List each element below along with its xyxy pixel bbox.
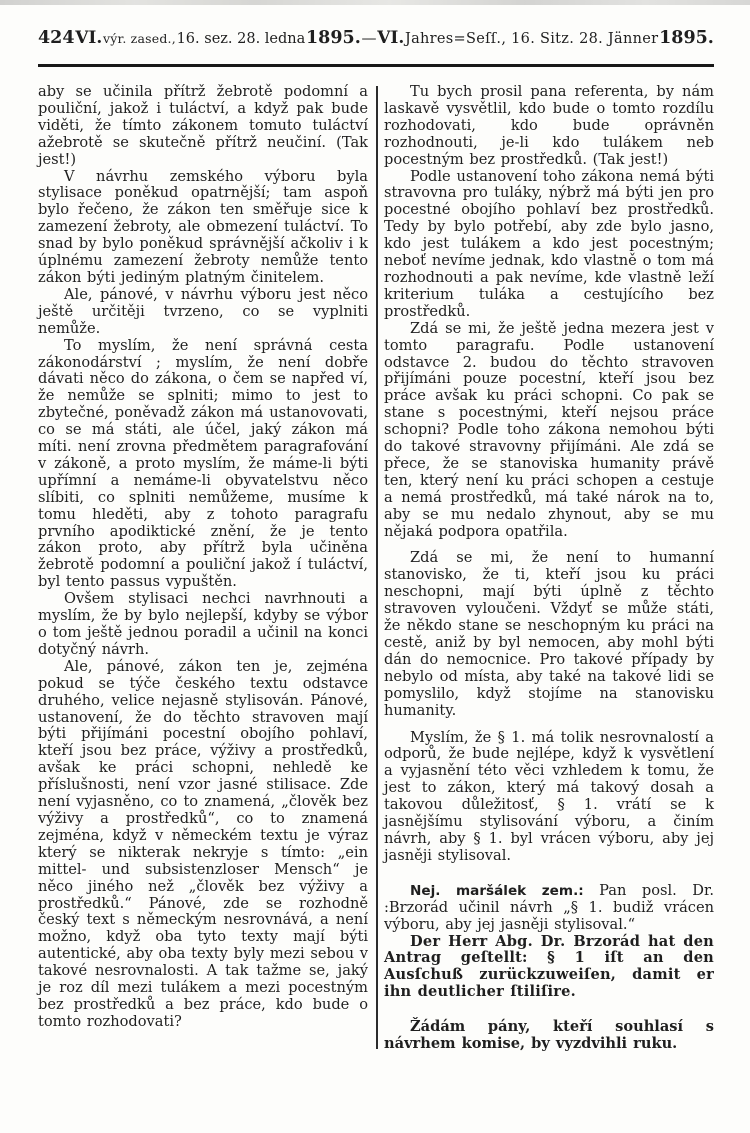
paragraph: To myslím, že není správná cesta zákonodárství ; myslím, že není dobře dávati něco do zákona, o čem se napřed ví, že nemůže se splniti; mimo to jest to zbytečné, poněvadž zákon má ustanovovati, co se má státi, ale účel, jaký zákon má míti. není zrovna předmětem paragrafování v zákoně, a proto myslím, že máme-li býti upřímní a nemáme-li obyvatelstvu něco slíbiti, co splniti nemůžeme, musíme k tomu hleděti, aby z tohoto paragrafu prvního apodiktické znění, že je tento zákon proto, aby přítrž byla učiněna žebrotě podomní a pouliční jakož í tuláctví, byl tento passus vypuštěn. (38, 336, 368, 591)
paragraph: V návrhu zemského výboru byla stylisace poněkud opatrnější; tam aspoň bylo řečeno, že zákon ten směřuje sice k zamezení žebroty, ale obmezení tuláctví. To snad by bylo poněkud správnější ačkoliv i k úplnému zamezení žebroty nemůže tento zákon býti jediným platným činitelem. (38, 167, 368, 286)
header-czech-dates: 16. sez. 28. ledna (176, 31, 306, 47)
header-german-session: VI. (377, 28, 405, 48)
paragraph: Myslím, že § 1. má tolik nesrovnalostí a odporů, že bude nejlépe, když k vysvětlení a vyjasnění této věci vzhledem k tomu, že jest to zákon, který má takový dosah a takovou důležitosť, § 1. vrátí se k jasnějšímu stylisování výboru, a činím návrh, aby § 1. byl vrácen výboru, aby jej jasněji stylisoval. (384, 728, 714, 864)
header-czech-session: VI. (75, 28, 103, 48)
left-column (38, 84, 368, 1053)
paragraph: Ovšem stylisaci nechci navrhnouti a myslím, že by bylo nejlepší, kdyby se výbor o tom ještě jednou poradil a učinil na konci dotyčný návrh. (38, 590, 368, 658)
paragraph: Tu bych prosil pana referenta, by nám laskavě vysvětlil, kdo bude o tomto rozdílu rozhodovati, kdo bude oprávněn rozhodnouti, je-li kdo tulákem neb pocestným bez prostředků. (Tak jest!) (384, 83, 714, 168)
speaker-name: Nej. maršálek zem.: (410, 882, 584, 899)
speaker-statement: Pan posl. Dr. :Brzorád učinil návrh „§ 1. budiž vrácen výboru, aby jej jasněji stylisoval.“ (384, 881, 714, 933)
header-separator-dash: — (361, 29, 377, 47)
header-german-year: 1895. (659, 28, 714, 48)
speaker-paragraph (384, 883, 714, 934)
header-czech-year: 1895. (305, 28, 361, 48)
header-czech-abbrev: výr. zased., (103, 31, 176, 46)
paragraph: Podle ustanovení toho zákona nemá býti stravovna pro tuláky, nýbrž má býti jen pro pocestné obojího pohlaví bez prostředků. Tedy by bylo potřebí, aby zde bylo jasno, kdo jest tulákem a kdo jest pocestným; neboť nevíme jednak, kdo vlastně o tom má rozhodnouti a pak nevíme, kde vlastně leží kriterium tuláka a cestujícího bez prostředků. (384, 167, 714, 320)
paragraph: aby se učinila přítrž žebrotě podomní a pouliční, jakož i tuláctví, a když pak bude viděti, že tímto zákonem tomuto tuláctví ažebrotě se skutečně přítrž neučiní. (Tak jest!) (38, 83, 368, 168)
scan-edge-artifact (0, 0, 750, 5)
column-divider-rule (376, 86, 378, 1049)
closing-call-paragraph: Žádám pány, kteří souhlasí s návrhem komise, by vyzdvihli ruku. (384, 1018, 714, 1053)
german-fraktur-paragraph: Der Herr Abg. Dr. Brzorád hat den Antrag geſtellt: § 1 iſt an den Ausſchuß zurückzuweiſen, damit er ihn deutlicher ſtiliſire. (384, 932, 714, 1001)
right-column (384, 84, 714, 1053)
paragraph: Zdá se mi, že není to humanní stanovisko, že ti, kteří jsou ku práci neschopni, mají býti úplně z těchto stravoven vyloučeni. Vždyť se může státi, že někdo stane se neschopným ku práci na cestě, aniž by byl nemocen, aby mohl býti dán do nemocnice. Pro takové případy by nebylo od místa, aby také na takové lidi se pomyslilo, když stojíme na stanovisku humanity. (384, 549, 714, 719)
paragraph: Ale, pánové, v návrhu výboru jest něco ještě určitěji tvrzeno, co se vyplniti nemůže. (38, 285, 368, 337)
page-header (38, 28, 714, 48)
paragraph: Zdá se mi, že ještě jedna mezera jest v tomto paragrafu. Podle ustanovení odstavce 2. budou do těchto stravoven přijímáni pouze pocestní, kteří jsou bez práce avšak ku práci schopni. Co pak se stane s pocestnými, kteří nejsou práce schopni? Podle toho zákona nemohou býti do takové stravovny přijímáni. Ale zdá se přece, že se stanoviska humanity právě ten, který není ku práci schopen a cestuje a nemá prostředků, má také nárok na to, aby se mu nedalo zhynout, aby se mu nějaká podpora opatřila. (384, 319, 714, 540)
text-columns (38, 84, 714, 1053)
header-rule (38, 64, 714, 67)
header-german-dates: Jahres=Seſſ., 16. Sitz. 28. Jänner (404, 31, 659, 47)
page-number: 424 (38, 28, 75, 48)
paragraph: Ale, pánové, zákon ten je, zejména pokud se týče českého textu odstavce druhého, velice nejasně stylisován. Pánové, ustanovení, že do těchto stravoven mají býti přijímáni pocestní obojího pohlaví, kteří jsou bez práce, výživy a prostředků, avšak ke práci schopni, nehledě ke příslušnosti, není vzor jasné stilisace. Zde není vyjasněno, co to znamená, „člověk bez výživy a prostředků“, co to znamená zejména, když v německém textu je výraz který se nikterak nekryje s tímto: „ein mittel- und subsistenzloser Mensch“ je něco jiného než „člověk bez výživy a prostředků.“ Pánové, zde se rozhodně český text s německým nesrovnává, a není možno, když oba tyto texty mají býti autentické, aby oba texty byly mezi sebou v takové nesrovnalosti. A tak tažme se, jaký je roz díl mezi tulákem a mezi pocestným bez prostředků a bez práce, kdo bude o tomto rozhodovati? (38, 657, 368, 1030)
